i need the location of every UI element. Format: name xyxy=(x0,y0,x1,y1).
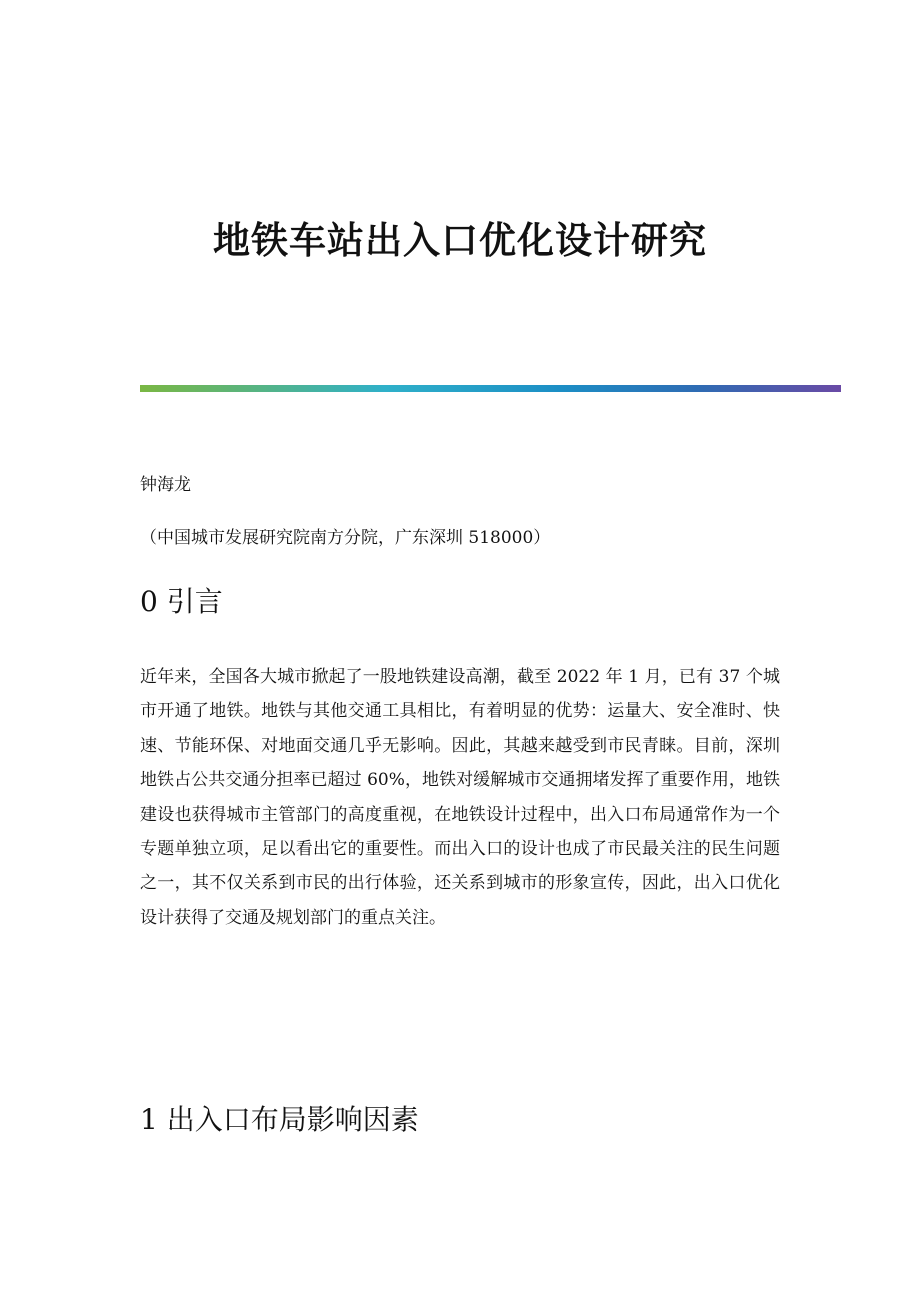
document-title: 地铁车站出入口优化设计研究 xyxy=(213,218,707,262)
introduction-paragraph: 近年来，全国各大城市掀起了一股地铁建设高潮，截至 2022 年 1 月，已有 37 个城市开通了地铁。地铁与其他交通工具相比，有着明显的优势：运量大、安全准时、快速、节能环保、对地面交通几乎无影响。因此，其越来越受到市民青睐。目前，深圳地铁占公共交通分担率已超过 60%，地铁对缓解城市交通拥堵发挥了重要作用，地铁建设也获得城市主管部门的高度重视，在地铁设计过程中，出入口布局通常作为一个专题单独立项，足以看出它的重要性。而出入口的设计也成了市民最关注的民生问题之一，其不仅关系到市民的出行体验，还关系到城市的形象宣传，因此，出入口优化设计获得了交通及规划部门的重点关注。 xyxy=(140,667,780,928)
section-heading-introduction: 0 引言 xyxy=(140,585,223,618)
author-name: 钟海龙 xyxy=(140,475,191,495)
title-divider xyxy=(140,385,841,392)
author-affiliation: （中国城市发展研究院南方分院，广东深圳 518000） xyxy=(140,528,551,548)
section-heading-layout-factors: 1 出入口布局影响因素 xyxy=(140,1103,419,1136)
